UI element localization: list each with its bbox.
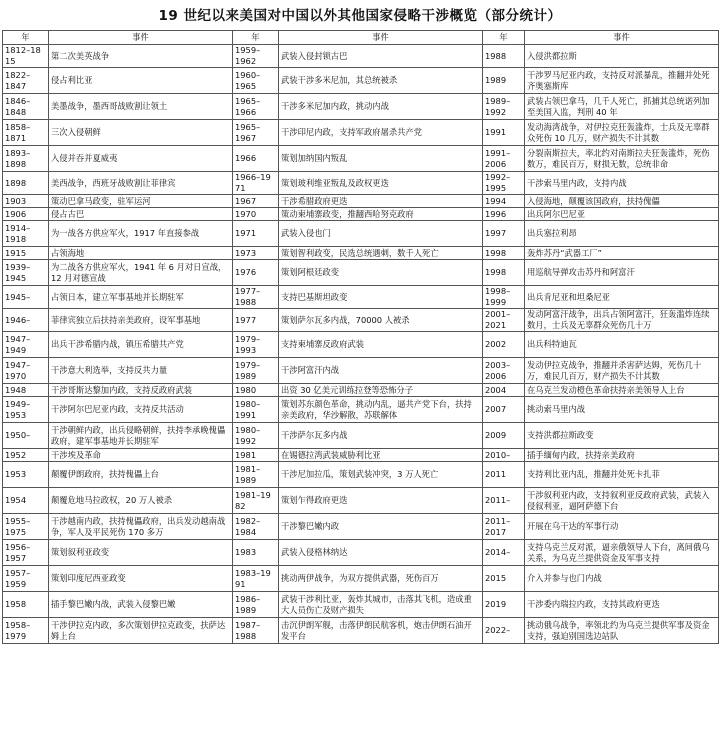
event-cell: 支持洪都拉斯政变 [525, 423, 719, 449]
year-cell: 1977 [233, 309, 279, 332]
year-cell: 1997 [483, 221, 525, 247]
events-table [2, 30, 719, 644]
year-cell: 1988 [483, 45, 525, 68]
event-cell: 干涉伊拉克内政，多次策划伊拉克政变，扶萨达姆上台 [49, 618, 233, 644]
year-cell: 1954 [3, 488, 49, 514]
event-cell: 策划阿根廷政变 [279, 260, 483, 286]
year-cell: 1967 [233, 195, 279, 208]
year-cell: 1893– 1898 [3, 146, 49, 172]
year-cell: 1980 [233, 384, 279, 397]
table-row [3, 45, 719, 68]
event-cell: 在乌克兰发动橙色革命扶持亲美领导人上台 [525, 384, 719, 397]
table-row [3, 618, 719, 644]
event-cell: 武装干涉多米尼加，其总统被杀 [279, 68, 483, 94]
event-cell: 出兵塞拉利昂 [525, 221, 719, 247]
event-cell: 发动海湾战争，对伊拉克狂轰滥炸，士兵及无辜群众死伤 10 几万，财产损失不计其数 [525, 120, 719, 146]
event-cell: 武装入侵格林纳达 [279, 540, 483, 566]
event-cell: 出资 30 亿美元训练拉登等恐怖分子 [279, 384, 483, 397]
event-cell: 出兵干涉希腊内战，镇压希腊共产党 [49, 332, 233, 358]
year-cell: 1981–1982 [233, 488, 279, 514]
year-cell: 1906 [3, 208, 49, 221]
event-cell: 武装干涉利比亚，轰炸其城市，击落其飞机，造成重大人员伤亡及财产损失 [279, 592, 483, 618]
year-cell: 1989– 1992 [483, 94, 525, 120]
year-cell: 1858– 1871 [3, 120, 49, 146]
year-cell: 1939– 1945 [3, 260, 49, 286]
event-cell: 侵占利比亚 [49, 68, 233, 94]
event-cell: 挑动两伊战争，为双方提供武器，死伤百万 [279, 566, 483, 592]
table-row [3, 260, 719, 286]
event-cell: 干涉阿尔巴尼亚内政，支持反共活动 [49, 397, 233, 423]
table-row [3, 397, 719, 423]
event-cell: 插手缅甸内政，扶持亲美政府 [525, 449, 719, 462]
event-cell: 干涉黎巴嫩内政 [279, 514, 483, 540]
event-cell: 策划智利政变，民选总统遇刺，数千人死亡 [279, 247, 483, 260]
event-cell: 策划玻利维亚叛乱及政权更迭 [279, 172, 483, 195]
table-row [3, 449, 719, 462]
year-cell: 1976 [233, 260, 279, 286]
event-cell: 支持巴基斯坦政变 [279, 286, 483, 309]
year-cell: 1966–1971 [233, 172, 279, 195]
year-cell: 2010– [483, 449, 525, 462]
event-cell: 策划乍得政府更迭 [279, 488, 483, 514]
year-cell: 1991– 2006 [483, 146, 525, 172]
year-cell: 1947– 1949 [3, 332, 49, 358]
year-cell: 1957– 1959 [3, 566, 49, 592]
event-cell: 武装入侵也门 [279, 221, 483, 247]
year-cell: 1966 [233, 146, 279, 172]
table-header-row [3, 31, 719, 45]
year-cell: 1915 [3, 247, 49, 260]
year-cell: 1812–1815 [3, 45, 49, 68]
event-cell: 颠覆伊朗政府，扶持傀儡上台 [49, 462, 233, 488]
event-cell: 干涉叙利亚内政，支持叙利亚反政府武装，武装入侵叙利亚，逼阿萨德下台 [525, 488, 719, 514]
event-cell: 占领海地 [49, 247, 233, 260]
event-cell: 干涉阿富汗内战 [279, 358, 483, 384]
event-cell: 出兵科特迪瓦 [525, 332, 719, 358]
event-cell: 策划印度尼西亚政变 [49, 566, 233, 592]
event-cell: 为二战各方供应军火，1941 年 6 月对日宣战，12 月对德宣战 [49, 260, 233, 286]
year-cell: 1981– 1989 [233, 462, 279, 488]
year-cell: 1952 [3, 449, 49, 462]
year-header: 年 [483, 31, 525, 45]
event-cell: 策划萨尔瓦多内战，70000 人被杀 [279, 309, 483, 332]
table-row [3, 247, 719, 260]
event-cell: 干涉越南内政，扶持傀儡政府，出兵发动越南战争，军人及平民死伤 170 多万 [49, 514, 233, 540]
event-cell: 出兵阿尔巴尼亚 [525, 208, 719, 221]
year-cell: 1950– [3, 423, 49, 449]
year-header: 年 [233, 31, 279, 45]
year-cell: 1945– [3, 286, 49, 309]
event-cell: 干涉朝鲜内政，出兵侵略朝鲜，扶持李承晚傀儡政府，建军事基地并长期驻军 [49, 423, 233, 449]
year-cell: 2009 [483, 423, 525, 449]
table-row [3, 221, 719, 247]
event-cell: 美西战争，西班牙战败割让菲律宾 [49, 172, 233, 195]
event-cell: 支持柬埔寨反政府武装 [279, 332, 483, 358]
year-cell: 2004 [483, 384, 525, 397]
year-cell: 1994 [483, 195, 525, 208]
event-cell: 在锡德拉湾武装威胁利比亚 [279, 449, 483, 462]
event-cell: 击沉伊朗军舰，击落伊朗民航客机，炮击伊朗石油开发平台 [279, 618, 483, 644]
event-header: 事件 [525, 31, 719, 45]
year-cell: 1989 [483, 68, 525, 94]
event-cell: 三次入侵朝鲜 [49, 120, 233, 146]
event-cell: 美墨战争，墨西哥战败割让领土 [49, 94, 233, 120]
year-cell: 2014– [483, 540, 525, 566]
event-header: 事件 [279, 31, 483, 45]
table-row [3, 208, 719, 221]
year-cell: 1903 [3, 195, 49, 208]
event-cell: 入侵洪都拉斯 [525, 45, 719, 68]
year-cell: 2011– 2017 [483, 514, 525, 540]
year-cell: 2002 [483, 332, 525, 358]
event-cell: 颠覆危地马拉政权，20 万人被杀 [49, 488, 233, 514]
year-cell: 1947– 1970 [3, 358, 49, 384]
year-cell: 1953 [3, 462, 49, 488]
event-cell: 策动巴拿马政变，驻军运河 [49, 195, 233, 208]
table-row [3, 514, 719, 540]
event-cell: 菲律宾独立后扶持亲美政府，设军事基地 [49, 309, 233, 332]
event-cell: 占领日本，建立军事基地并长期驻军 [49, 286, 233, 309]
table-row [3, 172, 719, 195]
event-cell: 挑动索马里内战 [525, 397, 719, 423]
table-row [3, 146, 719, 172]
year-cell: 1822– 1847 [3, 68, 49, 94]
year-cell: 1998– 1999 [483, 286, 525, 309]
year-cell: 1846– 1848 [3, 94, 49, 120]
event-cell: 武装占领巴拿马，几千人死亡，抓捕其总统诺列加至美国入监，判刑 40 年 [525, 94, 719, 120]
event-cell: 入侵海地，颠覆该国政府，扶持傀儡 [525, 195, 719, 208]
event-cell: 干涉多米尼加内政，挑动内战 [279, 94, 483, 120]
year-cell: 1987– 1988 [233, 618, 279, 644]
year-cell: 2022– [483, 618, 525, 644]
event-cell: 干涉索马里内政，支持内战 [525, 172, 719, 195]
event-cell: 干涉希腊政府更迭 [279, 195, 483, 208]
year-cell: 1965– 1967 [233, 120, 279, 146]
event-cell: 策划叙利亚政变 [49, 540, 233, 566]
event-cell: 侵占古巴 [49, 208, 233, 221]
event-cell: 干涉委内瑞拉内政，支持其政府更迭 [525, 592, 719, 618]
event-cell: 支持利比亚内乱，推翻并处死卡扎菲 [525, 462, 719, 488]
event-cell: 分裂南斯拉夫，率北约对南斯拉夫狂轰滥炸，死伤数万，难民百万，财损无数，总统非命 [525, 146, 719, 172]
event-cell: 入侵并吞并夏威夷 [49, 146, 233, 172]
event-cell: 策动柬埔寨政变，推翻西哈努克政府 [279, 208, 483, 221]
year-cell: 1983–1991 [233, 566, 279, 592]
event-cell: 发动阿富汗战争，出兵占领阿富汗，狂轰滥炸连续数月，士兵及无辜群众死伤几十万 [525, 309, 719, 332]
year-cell: 1958– 1979 [3, 618, 49, 644]
table-row [3, 195, 719, 208]
event-cell: 用巡航导弹攻击苏丹和阿富汗 [525, 260, 719, 286]
year-cell: 1991 [483, 120, 525, 146]
year-cell: 1977– 1988 [233, 286, 279, 309]
table-row [3, 358, 719, 384]
event-cell: 干涉埃及革命 [49, 449, 233, 462]
year-cell: 2019 [483, 592, 525, 618]
year-cell: 1983 [233, 540, 279, 566]
year-cell: 1998 [483, 260, 525, 286]
year-cell: 1979– 1993 [233, 332, 279, 358]
event-cell: 干涉哥斯达黎加内政，支持反政府武装 [49, 384, 233, 397]
year-cell: 1914– 1918 [3, 221, 49, 247]
event-cell: 策划加纳国内叛乱 [279, 146, 483, 172]
year-cell: 1973 [233, 247, 279, 260]
event-cell: 插手黎巴嫩内战，武装入侵黎巴嫩 [49, 592, 233, 618]
event-cell: 干涉罗马尼亚内政，支持反对派暴乱，推翻并处死齐奥塞斯库 [525, 68, 719, 94]
event-cell: 支持乌克兰反对派，逼亲俄领导人下台，离间俄乌关系，为乌克兰提供资金及军事支持 [525, 540, 719, 566]
year-cell: 2001– 2021 [483, 309, 525, 332]
table-row [3, 423, 719, 449]
year-cell: 1959– 1962 [233, 45, 279, 68]
event-header: 事件 [49, 31, 233, 45]
year-cell: 2011 [483, 462, 525, 488]
table-body [3, 45, 719, 644]
table-row [3, 384, 719, 397]
year-cell: 2007 [483, 397, 525, 423]
event-cell: 挑动俄乌战争，率领北约为乌克兰提供军事及资金支持，强迫别国选边站队 [525, 618, 719, 644]
year-cell: 1970 [233, 208, 279, 221]
year-cell: 1996 [483, 208, 525, 221]
table-row [3, 566, 719, 592]
year-cell: 1971 [233, 221, 279, 247]
table-row [3, 540, 719, 566]
year-cell: 1955– 1975 [3, 514, 49, 540]
table-row [3, 309, 719, 332]
table-row [3, 488, 719, 514]
year-cell: 2015 [483, 566, 525, 592]
year-cell: 1948 [3, 384, 49, 397]
event-cell: 干涉印尼内政，支持军政府屠杀共产党 [279, 120, 483, 146]
event-cell: 干涉尼加拉瓜，策划武装冲突，3 万人死亡 [279, 462, 483, 488]
table-row [3, 94, 719, 120]
table-row [3, 592, 719, 618]
event-cell: 为一战各方供应军火，1917 年直接参战 [49, 221, 233, 247]
event-cell: 介入并参与也门内战 [525, 566, 719, 592]
year-cell: 1979– 1989 [233, 358, 279, 384]
year-cell: 1980– 1992 [233, 423, 279, 449]
event-cell: 干涉意大利选举，支持反共力量 [49, 358, 233, 384]
year-cell: 1981 [233, 449, 279, 462]
table-row [3, 68, 719, 94]
page-title: 19 世纪以来美国对中国以外其他国家侵略干涉概览（部分统计） [158, 8, 562, 24]
event-cell: 轰炸苏丹“武器工厂” [525, 247, 719, 260]
year-cell: 1960– 1965 [233, 68, 279, 94]
table-row [3, 286, 719, 309]
table-row [3, 332, 719, 358]
year-cell: 1965– 1966 [233, 94, 279, 120]
table-row [3, 120, 719, 146]
year-cell: 1946– [3, 309, 49, 332]
event-cell: 发动伊拉克战争，推翻并杀害萨达姆，死伤几十万，难民几百万，财产损失不计其数 [525, 358, 719, 384]
event-cell: 出兵肯尼亚和坦桑尼亚 [525, 286, 719, 309]
table-row [3, 462, 719, 488]
year-cell: 1949– 1953 [3, 397, 49, 423]
event-cell: 第二次美英战争 [49, 45, 233, 68]
year-cell: 1998 [483, 247, 525, 260]
year-cell: 1986– 1989 [233, 592, 279, 618]
year-cell: 2011– [483, 488, 525, 514]
year-cell: 1982– 1984 [233, 514, 279, 540]
event-cell: 开展在乌干达的军事行动 [525, 514, 719, 540]
year-cell: 1898 [3, 172, 49, 195]
year-cell: 1956– 1957 [3, 540, 49, 566]
year-cell: 1980– 1991 [233, 397, 279, 423]
year-cell: 2003– 2006 [483, 358, 525, 384]
event-cell: 策划苏东颜色革命，挑动内乱，逼共产党下台，扶持亲美政府，华沙解散，苏联解体 [279, 397, 483, 423]
year-header: 年 [3, 31, 49, 45]
year-cell: 1992– 1995 [483, 172, 525, 195]
event-cell: 干涉萨尔瓦多内战 [279, 423, 483, 449]
event-cell: 武装入侵封锁古巴 [279, 45, 483, 68]
year-cell: 1958 [3, 592, 49, 618]
